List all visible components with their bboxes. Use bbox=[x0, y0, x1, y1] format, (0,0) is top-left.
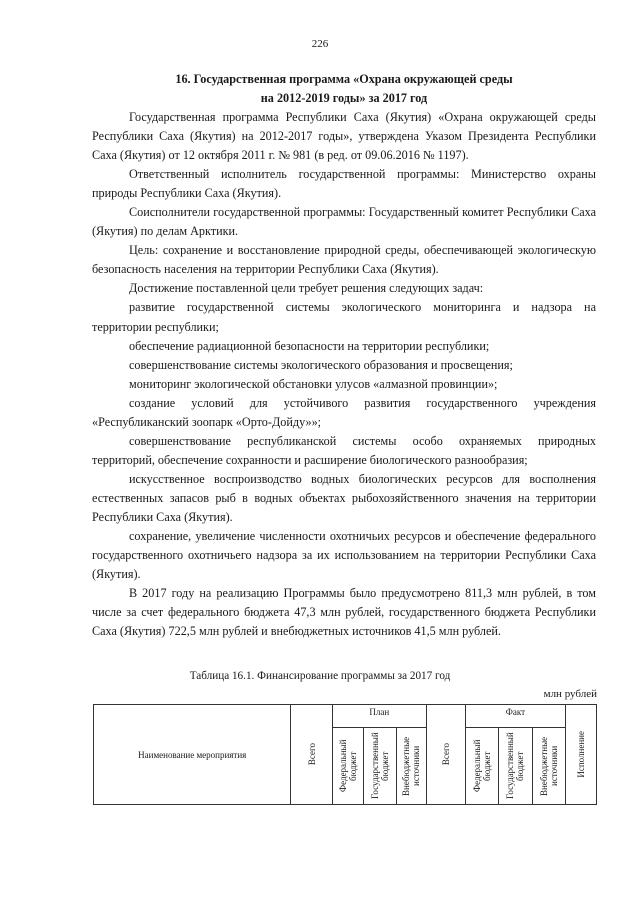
section-heading bbox=[92, 70, 596, 108]
column-group-fact: Факт bbox=[466, 705, 566, 728]
column-group-plan: План bbox=[333, 705, 427, 728]
task-item: сохранение, увеличение численности охотничьих ресурсов и обеспечение федерального государственного охотничьего надзора за их использованием на территории Республики Саха (Якутия). bbox=[92, 529, 596, 582]
task-item: совершенствование республиканской системы особо охраняемых природных территорий, обеспечение сохранности и расширение биологического разнообразия; bbox=[92, 433, 596, 467]
column-header-execution-label: Исполнение bbox=[575, 731, 586, 778]
paragraph-responsible-executor: Ответственный исполнитель государственной программы: Министерство охраны природы Республики Саха (Якутия). bbox=[92, 167, 596, 201]
page-number: 226 bbox=[311, 38, 329, 50]
column-header-fact-state-label: Государственный бюджет bbox=[505, 732, 526, 800]
column-header-fact-total-label: Всего bbox=[440, 743, 451, 766]
task-item: обеспечение радиационной безопасности на территории республики; bbox=[129, 338, 490, 353]
financing-table bbox=[93, 704, 597, 805]
paragraph-tasks-intro: Достижение поставленной цели требует решения следующих задач: bbox=[129, 281, 484, 296]
column-header-execution bbox=[565, 705, 596, 805]
paragraph-goal: Цель: сохранение и восстановление природной среды, обеспечивающей экологическую безопасность населения на территории Республики Саха (Якутия). bbox=[92, 243, 596, 277]
table-units: млн рублей bbox=[543, 688, 597, 700]
column-header-fact-federal-label: Федеральный бюджет bbox=[472, 739, 493, 793]
column-header-plan-state bbox=[364, 728, 397, 805]
paragraph-program-decree: Государственная программа Республики Саха (Якутия) «Охрана окружающей среды Республики Саха (Якутия) на 2012-2017 годы», утверждена Указом Президента Республики Саха (Якутия) от 12 октября 2011 г. № 981 (в ред. от 09.06.2016 № 1197). bbox=[92, 110, 596, 163]
column-header-plan-federal bbox=[333, 728, 364, 805]
column-header-fact-offbudget bbox=[532, 728, 565, 805]
column-header-plan-state-label: Государственный бюджет bbox=[370, 732, 391, 800]
column-header-plan-total-label: Всего bbox=[306, 743, 317, 766]
column-header-plan-federal-label: Федеральный бюджет bbox=[338, 739, 359, 793]
paragraph-co-executors: Соисполнители государственной программы: Государственный комитет Республики Саха (Якутия) по делам Арктики. bbox=[92, 205, 596, 239]
column-header-fact-federal bbox=[466, 728, 499, 805]
task-item: создание условий для устойчивого развития государственного учреждения «Республиканский зоопарк «Орто-Дойду»»; bbox=[92, 395, 596, 429]
paragraph-funding-summary: В 2017 году на реализацию Программы было предусмотрено 811,3 млн рублей, в том числе за счет федерального бюджета 47,3 млн рублей, государственного бюджета Республики Саха (Якутия) 722,5 млн рублей и внебюджетных источников 41,5 млн рублей. bbox=[92, 586, 596, 639]
section-heading-line-2: на 2012-2019 годы» за 2017 год bbox=[260, 91, 428, 105]
table-caption: Таблица 16.1. Финансирование программы за 2017 год bbox=[189, 670, 451, 682]
column-header-fact-total bbox=[426, 705, 465, 805]
column-header-fact-offbudget-label: Внебюджетные источники bbox=[538, 736, 559, 796]
body-text bbox=[92, 108, 596, 641]
section-heading-line-1: 16. Государственная программа «Охрана окружающей среды bbox=[175, 72, 513, 86]
task-item: совершенствование системы экологического образования и просвещения; bbox=[129, 357, 513, 372]
column-header-plan-total bbox=[291, 705, 333, 805]
column-header-fact-state bbox=[499, 728, 532, 805]
column-header-plan-offbudget bbox=[397, 728, 426, 805]
task-item: развитие государственной системы экологического мониторинга и надзора на территории республики; bbox=[92, 300, 596, 334]
task-item: мониторинг экологической обстановки улусов «алмазной провинции»; bbox=[129, 376, 498, 391]
column-header-activity-name: Наименование мероприятия bbox=[94, 705, 291, 805]
column-header-plan-offbudget-label: Внебюджетные источники bbox=[401, 736, 422, 796]
task-item: искусственное воспроизводство водных биологических ресурсов для восполнения естественных запасов рыб в водных объектах рыбохозяйственного значения на территории Республики Саха (Якутия). bbox=[92, 471, 596, 524]
